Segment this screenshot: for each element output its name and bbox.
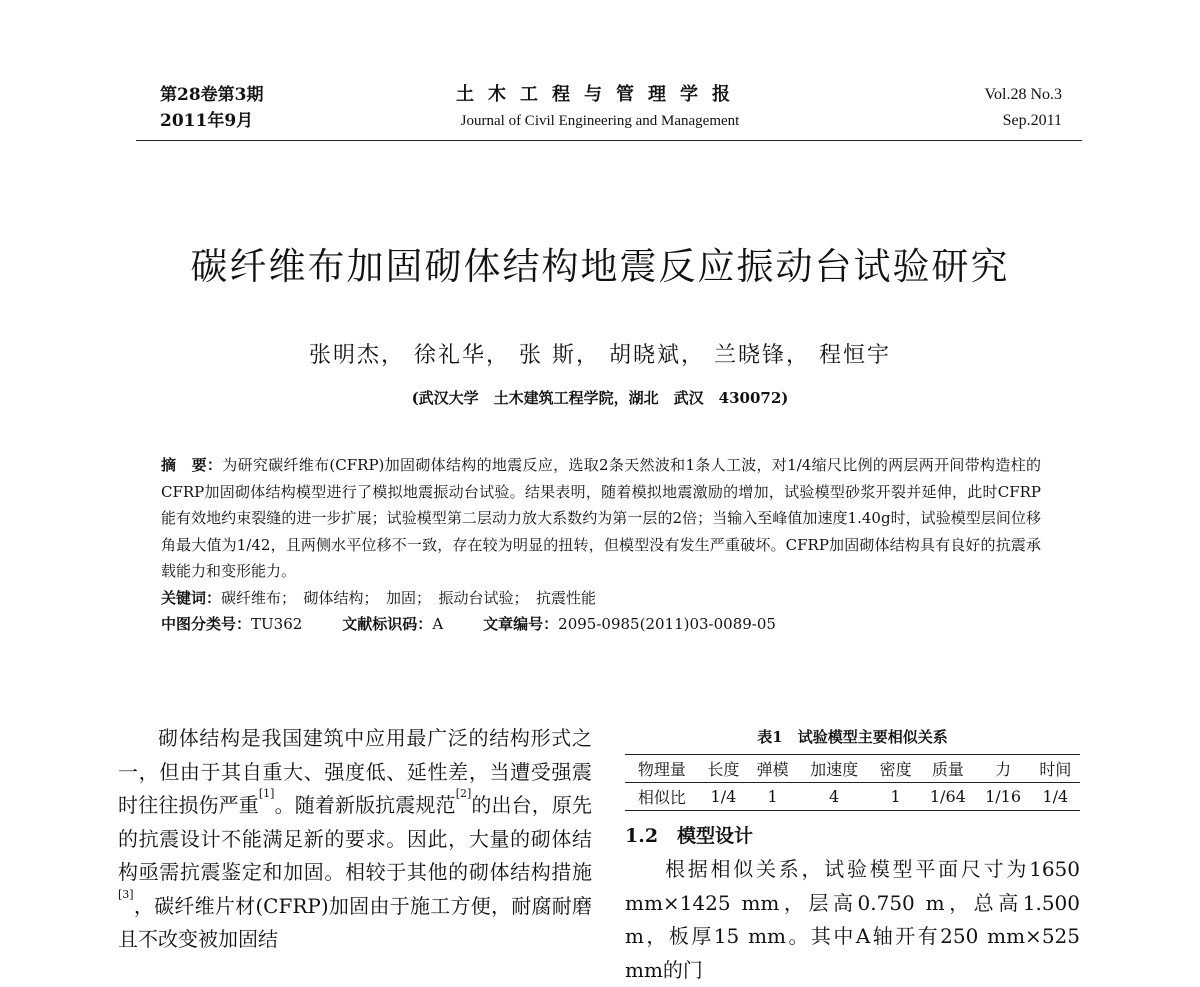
paper-title: 碳纤维布加固砌体结构地震反应振动台试验研究 (190, 245, 1010, 288)
intro-paragraph: 砌体结构是我国建筑中应用最广泛的结构形式之一，但由于其自重大、强度低、延性差，当遭受强震时往往损伤严重[1]。随着新版抗震规范[2]的出台，原先的抗震设计不能满足新的要求。因此，大量的砌体结构亟需抗震鉴定和加固。相较于其他的砌体结构措施[3]，碳纤维片材(CFRP)加固由于施工方便，耐腐耐磨且不改变被加固结 (118, 726, 593, 951)
citation-ref: [3] (118, 887, 134, 901)
citation-ref: [2] (455, 787, 472, 800)
abstract-label: 摘 要： (161, 456, 223, 474)
similarity-table (625, 754, 1080, 811)
header-rule (136, 140, 1082, 141)
body-left-column (118, 722, 592, 957)
section-heading: 1.2 模型设计 (625, 825, 754, 847)
header-vol-en: Vol.28 No.3 Sep.2011 (984, 86, 1062, 129)
classification-line: 中图分类号：TU362 文献标识码：A 文章编号：2095-0985(2011)03-0089-05 (161, 614, 776, 633)
table-row: 相似比 1/4 1 4 1 1/64 1/16 1/4 (625, 783, 1080, 811)
header-volume-info: 第28卷第3期 2011年9月 (160, 85, 264, 131)
author-list: 张明杰， 徐礼华， 张 斯， 胡晓斌， 兰晓锋， 程恒宇 (309, 343, 891, 368)
journal-name-en: Journal of Civil Engineering and Management (460, 113, 740, 129)
body-right-column (625, 722, 1080, 987)
table-caption: 表1 试验模型主要相似关系 (757, 728, 948, 746)
citation-ref: [1] (258, 787, 275, 800)
journal-name-cn: 土木工程与管理学报 (456, 84, 744, 105)
keywords-line: 关键词：碳纤维布； 砌体结构； 加固； 振动台试验； 抗震性能 (161, 588, 597, 607)
section-body: 根据相似关系，试验模型平面尺寸为1650 mm×1425 mm，层高0.750 m，总高1.500 m，板厚15 mm。其中A轴开有250 mm×525 mm的门 (625, 857, 1080, 982)
abstract-text: 摘 要：为研究碳纤维布(CFRP)加固砌体结构的地震反应，选取2条天然波和1条人工波，对1/4缩尺比例的两层两开间带构造柱的CFRP加固砌体结构模型进行了模拟地震振动台试验。结果表明，随着模拟地震激励的增加，试验模型砂浆开裂并延伸，此时CFRP能有效地约束裂缝的进一步扩展；试验模型第二层动力放大系数约为第一层的2倍；当输入至峰值加速度1.40g时，试验模型层间位移角最大值为1/42，且两侧水平位移不一致，存在较为明显的扭转，但模型没有发生严重破坏。CFRP加固砌体结构具有良好的抗震承载能力和变形能力。 (161, 456, 1041, 580)
table-header-row: 物理量 长度 弹模 加速度 密度 质量 力 时间 (625, 755, 1080, 783)
running-header (0, 82, 1200, 138)
affiliation: (武汉大学 土木建筑工程学院，湖北 武汉 430072) (411, 389, 789, 407)
abstract-block (161, 452, 1041, 637)
